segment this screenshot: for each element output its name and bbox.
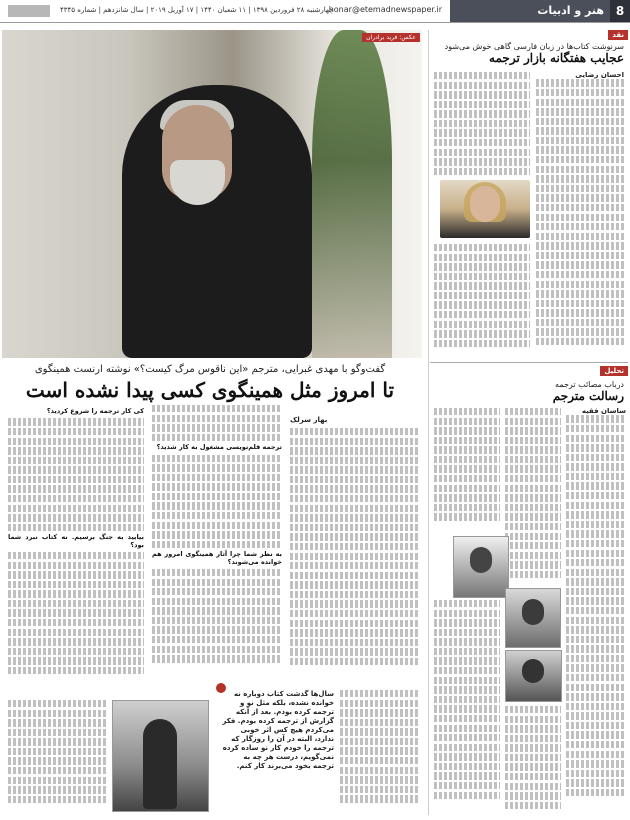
story-kicker: گفت‌وگو با مهدی غبرایی، مترجم «این ناقوس مرگ کیست؟» نوشته ارنست همینگوی [34, 364, 386, 375]
right-bottom-title: رسالت مترجم [552, 389, 624, 403]
story-column-1 [290, 428, 418, 678]
story-question-1: ترجمه قلم‌نویسی مشغول به کار شدید؟ [156, 443, 282, 452]
section-title: هنر و ادبیات [450, 0, 630, 22]
story-column-3 [8, 405, 144, 695]
right-top-column-b [434, 72, 530, 176]
story-column-1-bottom [340, 690, 420, 810]
tag-analysis: تحلیل [600, 366, 628, 376]
story-column-2 [152, 405, 282, 680]
right-top-column-c [434, 244, 530, 352]
right-photo-1 [505, 588, 561, 648]
inset-photo-hemingway [112, 700, 209, 812]
right-bottom-column-a [566, 408, 626, 813]
right-top-supertitle: سرنوشت کتاب‌ها در زبان فارسی گاهی خوش می‌شود [444, 42, 624, 51]
photo-credit: عکس: فرید برادران [362, 33, 420, 42]
photo-tree [312, 30, 392, 358]
story-headline: تا امروز مثل همینگوی کسی پیدا نشده است [25, 378, 395, 402]
pull-quote: سال‌ها گذشت کتاب دوباره نه خوانده نشده، بلکه مثل نو و ترجمه کرده بودم. بعد از آنکه گزارش از ترجمه کرده بودم. فکر می‌کردم هیچ کس اثر خوبی ندارد، البته در آن را روزگار که ترجمه را خودم کار نو ساده کرده نمی‌گویم، درست هر چه به ترجمه بخود می‌برند کار کنم. [222, 690, 334, 770]
right-top-column-a [536, 72, 624, 352]
story-byline: بهار سرلک [290, 416, 328, 424]
right-top-author: احسان رضایی [575, 72, 624, 79]
right-photo-2 [453, 536, 509, 598]
page-header [0, 0, 630, 22]
story-question-2: به نظر شما چرا آثار همینگوی امروز هم خوانده می‌شوند؟ [152, 550, 282, 566]
column-divider [428, 30, 429, 815]
right-top-title: عجایب هفتگانه بازار ترجمه [489, 51, 624, 65]
right-bottom-column-e [505, 706, 561, 813]
header-rule [0, 22, 630, 23]
page-number: 8 [610, 0, 630, 22]
issue-dateline: چهارشنبه ۲۸ فروردین ۱۳۹۸ | ۱۱ شعبان ۱۴۴۰ | ۱۷ آوریل ۲۰۱۹ | سال شانزدهم | شماره ۴۳۴۵ [60, 6, 334, 14]
right-top-photo [440, 180, 530, 238]
tag-critique: نقد [608, 30, 628, 40]
right-photo-3 [505, 650, 562, 702]
section-email: honar@etemadnewspaper.ir [328, 5, 442, 14]
right-bottom-author: ساسان فقیه [581, 408, 626, 415]
right-top-heading [428, 42, 624, 65]
story-question-3: کی کار ترجمه را شروع کردید؟ [46, 407, 144, 415]
right-divider [430, 362, 628, 363]
right-bottom-column-c [434, 408, 500, 532]
newspaper-logo [8, 5, 50, 17]
story-question-4: بیایید به جنگ برسیم. نه کتاب نبرد شما بود؟ [8, 533, 144, 549]
story-column-3-bottom [8, 700, 108, 810]
right-bottom-supertitle: درباب مصائب ترجمه [555, 380, 624, 389]
right-bottom-column-d [434, 600, 500, 813]
right-bottom-column-b [505, 408, 561, 586]
main-photo [2, 30, 422, 358]
right-bottom-heading [428, 380, 624, 403]
